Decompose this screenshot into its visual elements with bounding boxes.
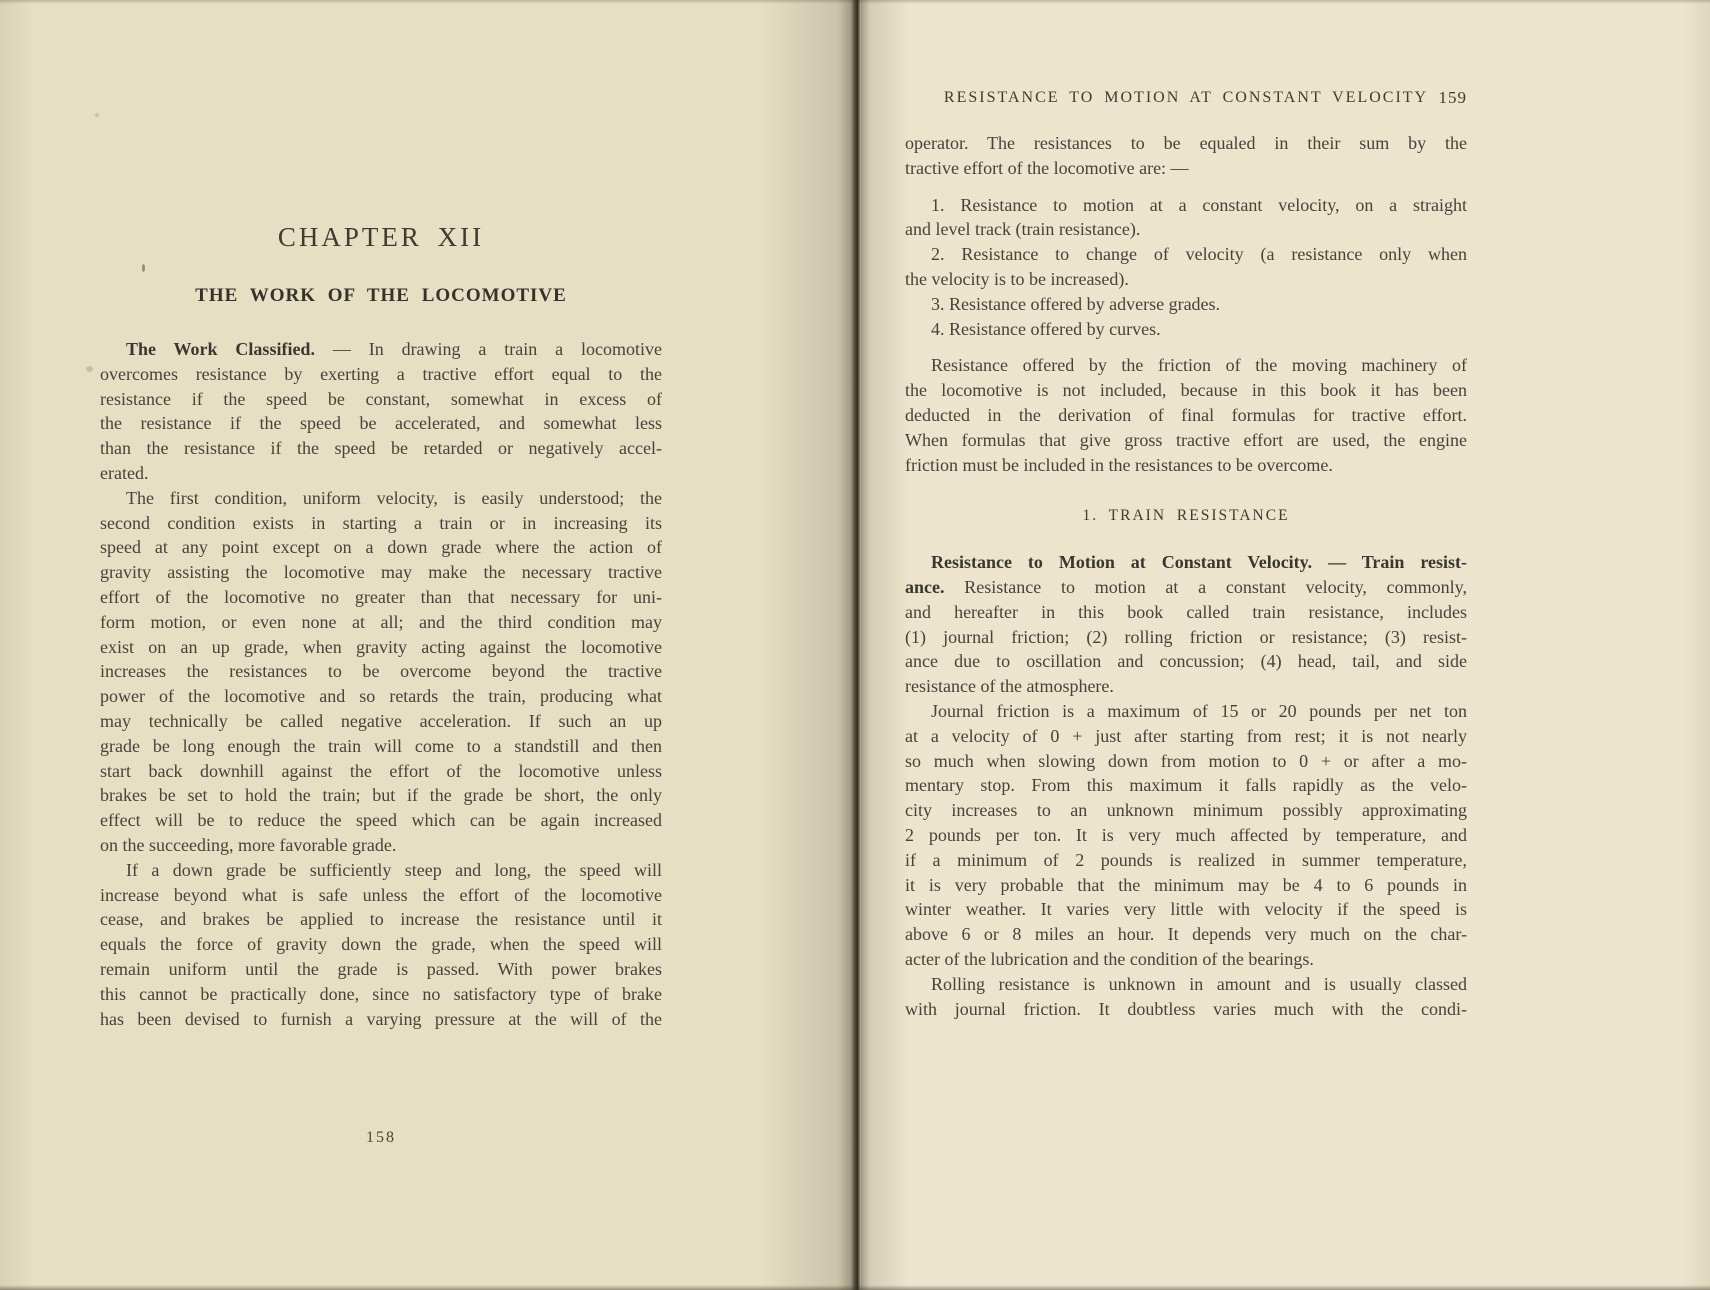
text-line: Resistance offered by the friction of the moving machinery of <box>931 355 1467 376</box>
text-line: 3. Resistance offered by adverse grades. <box>931 293 1221 314</box>
text-line: brakes be set to hold the train; but if the grade be short, the only <box>100 785 662 806</box>
text-line: form motion, or even none at all; and the third condition may <box>100 611 662 632</box>
text-line: resistance of the atmosphere. <box>905 676 1114 697</box>
text-line: it is very probable that the minimum may be 4 to 6 pounds in <box>905 874 1467 895</box>
paragraph <box>905 131 1467 181</box>
bold-lead: The Work Classified. <box>126 339 315 359</box>
left-page-number: 158 <box>366 1129 396 1147</box>
text-line: Rolling resistance is unknown in amount and is usually classed <box>931 973 1467 994</box>
text-line: (1) journal friction; (2) rolling friction or resistance; (3) resist- <box>905 626 1467 647</box>
right-page-number: 159 <box>1438 88 1467 107</box>
book-gutter-shadow <box>851 0 862 1290</box>
text-line: with journal friction. It doubtless varies much with the condi- <box>905 998 1467 1019</box>
text-line: acter of the lubrication and the condition of the bearings. <box>905 948 1314 969</box>
text-line: resistance if the speed be constant, somewhat in excess of <box>100 388 662 409</box>
paragraph <box>100 858 662 1032</box>
paragraph <box>100 337 662 486</box>
text-line: friction must be included in the resistances to be overcome. <box>905 454 1333 475</box>
text-line: cease, and brakes be applied to increase the resistance until it <box>100 909 662 930</box>
text-line: The Work Classified. — In drawing a train a locomotive <box>126 339 662 359</box>
text-line: tractive effort of the locomotive are: — <box>905 157 1189 178</box>
list-item <box>905 193 1467 243</box>
text-line: 2 pounds per ton. It is very much affected by temperature, and <box>905 824 1467 845</box>
paper-mark <box>86 366 93 372</box>
text-line: The first condition, uniform velocity, is easily understood; the <box>126 487 662 508</box>
right-text-column <box>905 0 1467 1021</box>
text-line: overcomes resistance by exerting a tractive effort equal to the <box>100 363 662 384</box>
text-line: has been devised to furnish a varying pressure at the will of the <box>100 1008 662 1029</box>
paragraph <box>905 972 1467 1022</box>
text-line: Journal friction is a maximum of 15 or 20 pounds per net ton <box>931 700 1467 721</box>
text-line: start back downhill against the effort of the locomotive unless <box>100 760 662 781</box>
text-line: gravity assisting the locomotive may make the necessary tractive <box>100 562 662 583</box>
text-line: and hereafter in this book called train resistance, includes <box>905 601 1467 622</box>
text-line: remain uniform until the grade is passed. With power brakes <box>100 958 662 979</box>
list-item <box>905 242 1467 292</box>
text-line: ance due to oscillation and concussion; (4) head, tail, and side <box>905 651 1467 672</box>
list-item <box>905 292 1467 317</box>
page-edge-top <box>0 0 1710 4</box>
paragraph <box>100 486 662 858</box>
text-line: 2. Resistance to change of velocity (a resistance only when <box>931 244 1467 265</box>
text-line <box>905 550 1467 575</box>
text-line: so much when slowing down from motion to 0 + or after a mo- <box>905 750 1467 771</box>
text-line: mentary stop. From this maximum it falls rapidly as the velo- <box>905 775 1467 796</box>
text-line: city increases to an unknown minimum possibly approximating <box>905 800 1467 821</box>
text-line: the velocity is to be increased). <box>905 268 1129 289</box>
paragraph <box>905 699 1467 972</box>
section-heading: 1. TRAIN RESISTANCE <box>1082 507 1290 525</box>
bold-lead: Resistance to Motion at Constant Velocity. — Train resist- <box>931 552 1467 573</box>
left-page-body <box>100 337 662 1031</box>
right-page-body <box>905 131 1467 1021</box>
text-line: exist on an up grade, when gravity acting against the locomotive <box>100 636 662 657</box>
text-line: ance. Resistance to motion at a constant velocity, commonly, <box>905 576 1467 597</box>
running-header-title: RESISTANCE TO MOTION AT CONSTANT VELOCITY <box>943 89 1429 106</box>
text-line: deducted in the derivation of final formulas for tractive effort. <box>905 404 1467 425</box>
text-line: If a down grade be sufficiently steep and long, the speed will <box>126 859 662 880</box>
text-line: on the succeeding, more favorable grade. <box>100 834 397 855</box>
list-item <box>905 317 1467 342</box>
text-line: equals the force of gravity down the grade, when the speed will <box>100 934 662 955</box>
left-page <box>0 0 854 1290</box>
paragraph <box>905 353 1467 477</box>
text-line: second condition exists in starting a train or in increasing its <box>100 512 662 533</box>
text-line: grade be long enough the train will come to a standstill and then <box>100 735 662 756</box>
text-line: effort of the locomotive no greater than that necessary for uni- <box>100 586 662 607</box>
text-line: the locomotive is not included, because in this book it has been <box>905 380 1467 401</box>
chapter-title: THE WORK OF THE LOCOMOTIVE <box>195 285 567 306</box>
text-line: than the resistance if the speed be retarded or negatively accel- <box>100 438 662 459</box>
running-header <box>905 88 1467 108</box>
text-line: this cannot be practically done, since no satisfactory type of brake <box>100 983 662 1004</box>
text-line: if a minimum of 2 pounds is realized in summer temperature, <box>905 849 1467 870</box>
right-page <box>861 0 1710 1290</box>
text-line: operator. The resistances to be equaled in their sum by the <box>905 133 1467 153</box>
text-line: When formulas that give gross tractive effort are used, the engine <box>905 429 1467 450</box>
text-line: winter weather. It varies very little with velocity if the speed is <box>905 899 1467 920</box>
text-line: erated. <box>100 462 149 483</box>
text-line: may technically be called negative acceleration. If such an up <box>100 710 662 731</box>
text-line: above 6 or 8 miles an hour. It depends very much on the char- <box>905 924 1467 945</box>
text-line: effect will be to reduce the speed which can be again increased <box>100 810 662 831</box>
text-line: the resistance if the speed be accelerated, and somewhat less <box>100 413 662 434</box>
text-line: increases the resistances to be overcome beyond the tractive <box>100 661 662 682</box>
text-line: speed at any point except on a down grade where the action of <box>100 537 662 558</box>
text-line: and level track (train resistance). <box>905 219 1141 240</box>
paragraph <box>905 550 1467 699</box>
text-line: increase beyond what is safe unless the effort of the locomotive <box>100 884 662 905</box>
left-text-column <box>100 0 662 1147</box>
text-line: 1. Resistance to motion at a constant velocity, on a straight <box>931 194 1467 215</box>
text-line: power of the locomotive and so retards the train, producing what <box>100 686 662 707</box>
chapter-heading: CHAPTER XII <box>277 222 485 252</box>
bold-lead: ance. <box>905 576 945 597</box>
text-line: at a velocity of 0 + just after starting from rest; it is not nearly <box>905 725 1467 746</box>
paper-mark <box>95 113 99 117</box>
text-line: 4. Resistance offered by curves. <box>931 318 1161 339</box>
page-edge-bottom <box>0 1285 1710 1290</box>
